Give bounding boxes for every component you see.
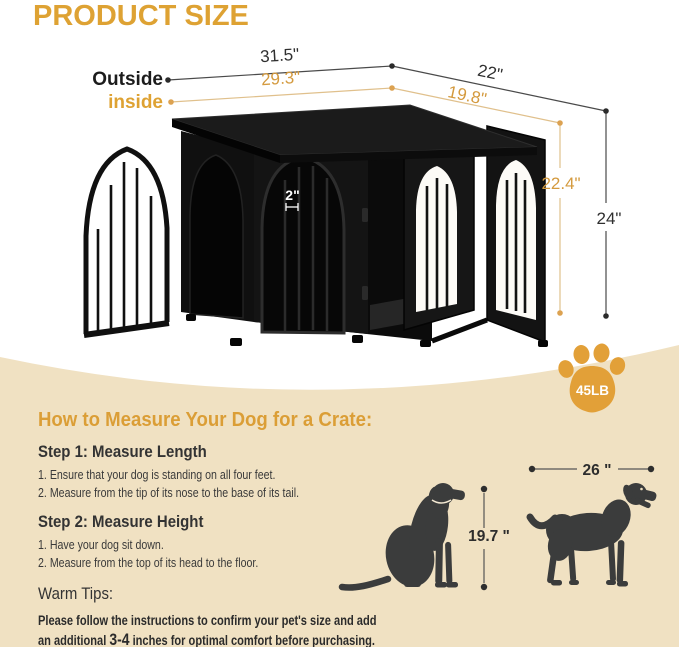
page-title: PRODUCT SIZE <box>33 0 249 32</box>
outside-width-label: 31.5" <box>259 44 300 67</box>
warm-tips-line2-after: inches for optimal comfort before purchasing. <box>129 633 375 647</box>
standing-length-label: 26 " <box>582 462 612 479</box>
measure-guide-heading: How to Measure Your Dog for a Crate: <box>38 409 373 431</box>
inside-legend-label: inside <box>108 92 163 113</box>
warm-tips-line2-before: an additional <box>38 633 110 647</box>
hinge <box>362 286 368 300</box>
crate-inner-right-door <box>404 136 474 330</box>
dog-eye <box>640 488 643 491</box>
warm-tips-line1: Please follow the instructions to confirm your pet's size and add <box>38 613 377 628</box>
outside-height-label: 24" <box>596 209 622 228</box>
crate-base-edge <box>432 320 487 341</box>
sitting-height-label: 19.7 " <box>468 528 510 545</box>
weight-badge-label: 45LB <box>575 383 610 398</box>
warm-tips-highlight: 3-4 <box>109 630 130 647</box>
inside-depth-label: 19.8" <box>446 82 489 109</box>
bar-spacing-annotation <box>285 187 299 211</box>
outside-depth-label: 22" <box>475 60 505 85</box>
crate-left-gate-door <box>84 149 169 335</box>
crate-left-arch-opening <box>190 155 243 318</box>
inside-height-label: 22.4" <box>541 174 581 193</box>
dog-crate-illustration <box>84 105 548 347</box>
crate-outer-right-door <box>487 126 545 342</box>
bar-spacing-label: 2" <box>285 187 300 203</box>
measure-guide-section <box>38 408 508 647</box>
step1-line2: 2. Measure from the tip of its nose to the base of its tail. <box>38 486 300 500</box>
step2-line2: 2. Measure from the top of its head to the floor. <box>38 556 259 570</box>
inside-width-label: 29.3" <box>260 67 301 90</box>
step2-title: Step 2: Measure Height <box>38 512 204 531</box>
outside-legend-label: Outside <box>92 69 163 90</box>
step1-title: Step 1: Measure Length <box>38 442 207 461</box>
hinge <box>362 208 368 222</box>
warm-tips-title: Warm Tips: <box>38 584 114 603</box>
step1-line1: 1. Ensure that your dog is standing on all four feet. <box>38 468 276 482</box>
step2-line1: 1. Have your dog sit down. <box>38 538 164 552</box>
crate-front-panel <box>254 150 368 334</box>
warm-tips-line2 <box>38 630 423 647</box>
